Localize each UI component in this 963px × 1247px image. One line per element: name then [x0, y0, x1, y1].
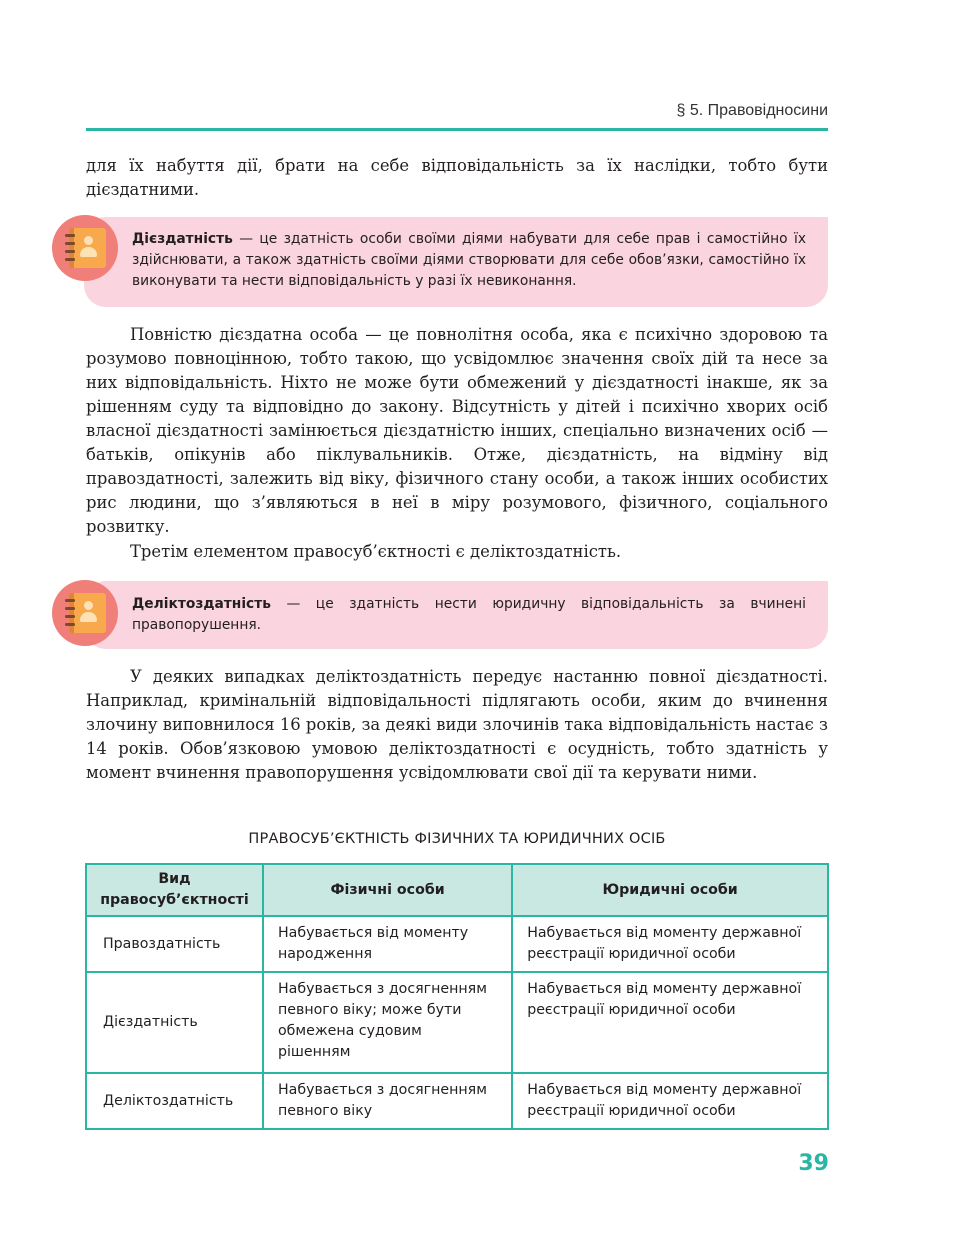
- section-title: § 5. Правовідносини: [676, 102, 828, 119]
- table-row: [86, 972, 828, 1073]
- address-book-icon: [52, 215, 118, 281]
- page-number: 39: [798, 1151, 829, 1176]
- table-title: ПРАВОСУБ’ЄКТНІСТЬ ФІЗИЧНИХ ТА ЮРИДИЧНИХ ОСІБ: [248, 831, 666, 847]
- header-kind: Вид правосуб’єктності: [86, 864, 263, 916]
- definition-box-capacity: [84, 217, 828, 307]
- cell-legal: Набувається від моменту державної реєстрації юридичної особи: [512, 972, 828, 1073]
- table-row: [86, 1073, 828, 1129]
- running-head: [86, 98, 828, 131]
- cell-legal: Набувається від моменту державної реєстрації юридичної особи: [512, 916, 828, 972]
- paragraph-third-element: Третім елементом правосуб’єктності є деліктоздатність.: [130, 542, 622, 561]
- definition-text: [132, 229, 806, 292]
- header-legal-persons: Юридичні особи: [512, 864, 828, 916]
- cell-kind: Правоздатність: [86, 916, 263, 972]
- definition-body: — це здатність особи своїми діями набувати для себе прав і самостійно їх здійснювати, а також здатність своїми діями створювати для себе обов’язки, самостійно їх виконувати та нести відповідальність у разі їх невиконання.: [132, 231, 806, 289]
- cell-natural: Набувається з досягненням певного віку; може бути обмежена судовим рішенням: [263, 972, 512, 1073]
- definition-text: [132, 594, 806, 636]
- cell-kind: Деліктоздатність: [86, 1073, 263, 1129]
- cell-natural: Набувається від моменту народження: [263, 916, 512, 972]
- intro-paragraph: для їх набуття дії, брати на себе відповідальність за їх наслідки, тобто бути дієздатними.: [86, 156, 828, 199]
- cell-kind: Дієздатність: [86, 972, 263, 1073]
- cell-natural: Набувається з досягненням певного віку: [263, 1073, 512, 1129]
- definition-box-delict: [84, 581, 828, 649]
- header-natural-persons: Фізичні особи: [263, 864, 512, 916]
- definition-body: — це здатність нести юридичну відповідальність за вчинені правопорушення.: [132, 596, 806, 633]
- definition-term: Деліктоздатність: [132, 596, 271, 612]
- table-row: [86, 916, 828, 972]
- table-header-row: [86, 864, 828, 916]
- cell-legal: Набувається від моменту державної реєстрації юридичної особи: [512, 1073, 828, 1129]
- definition-term: Дієздатність: [132, 231, 233, 247]
- paragraph-capacity: Повністю дієздатна особа — це повнолітня особа, яка є психічно здоровою та розумово повноцінною, тобто такою, що усвідомлює значення своїх дій та несе за них відповідальність. Ніхто не може бути обмежений у дієздатності інакше, як за рішенням суду та відповідно до закону. Відсутність у дітей і психічно хворих осіб власної дієздатності замінюється дієздатністю інших, спеціально визначених осіб — батьків, опікунів або піклувальників. Отже, дієздатність, на відміну від правоздатності, залежить від віку, фізичного стану особи, а також інших особистих рис людини, що з’являються в неї в міру розумового, фізичного, соціального розвитку.: [86, 325, 828, 536]
- legal-personality-table: [85, 863, 829, 1130]
- paragraph-delict: У деяких випадках деліктоздатність передує настанню повної дієздатності. Наприклад, кримінальній відповідальності підлягають особи, яким до вчинення злочину виповнилося 16 років, за деякі види злочинів така відповідальність настає з 14 років. Обов’язковою умовою деліктоздатності є осудність, тобто здатність у момент вчинення правопорушення усвідомлювати свої дії та керувати ними.: [86, 667, 828, 782]
- address-book-icon: [52, 580, 118, 646]
